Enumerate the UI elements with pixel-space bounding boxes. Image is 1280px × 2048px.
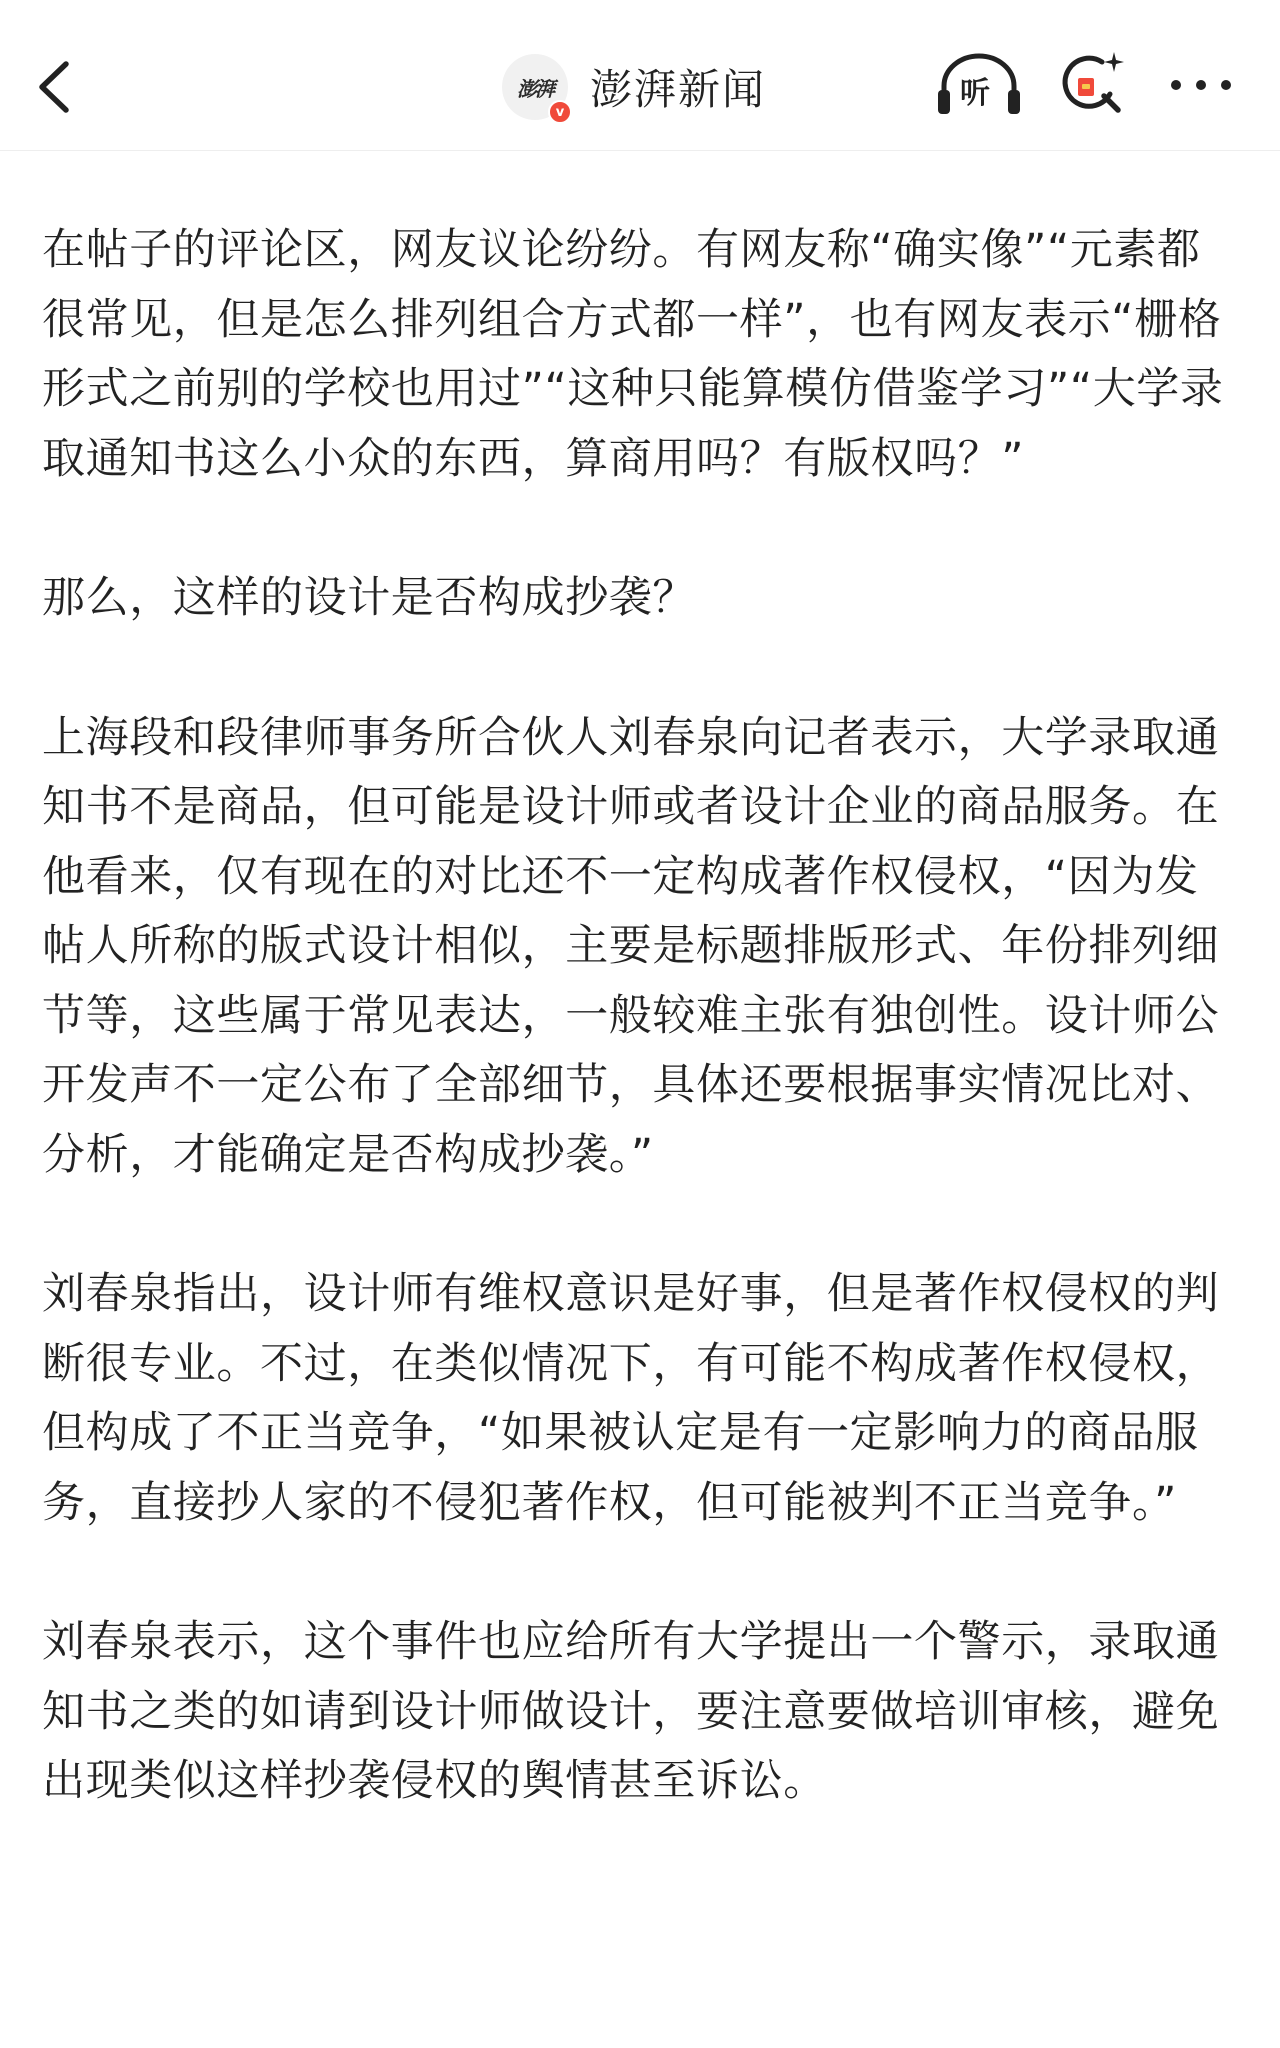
- listen-label: 听: [960, 76, 990, 111]
- publisher-name[interactable]: 澎湃新闻: [590, 65, 767, 114]
- article-body: [42, 216, 1242, 1817]
- back-button[interactable]: [30, 52, 80, 122]
- ai-search-button[interactable]: [1058, 48, 1130, 120]
- article-paragraph: 上海段和段律师事务所合伙人刘春泉向记者表示，大学录取通知书不是商品，但可能是设计师或者设计企业的商品服务。在他看来，仅有现在的对比还不一定构成著作权侵权，“因为发帖人所称的版式设计相似，主要是标题排版形式、年份排列细节等，这些属于常见表达，一般较难主张有独创性。设计师公开发声不一定公布了全部细节，具体还要根据事实情况比对、分析，才能确定是否构成抄袭。”: [42, 712, 1220, 1180]
- more-dots-icon: [1166, 70, 1236, 100]
- article-paragraph: 刘春泉表示，这个事件也应给所有大学提出一个警示，录取通知书之类的如请到设计师做设计，要注意要做培训审核，避免出现类似这样抄袭侵权的舆情甚至诉讼。: [42, 1617, 1220, 1806]
- publisher-avatar[interactable]: [502, 54, 568, 120]
- article-paragraph: 刘春泉指出，设计师有维权意识是好事，但是著作权侵权的判断很专业。不过，在类似情况下，有可能不构成著作权侵权，但构成了不正当竞争，“如果被认定是有一定影响力的商品服务，直接抄人家的不侵犯著作权，但可能被判不正当竞争。”: [42, 1269, 1220, 1528]
- verified-badge: v: [548, 100, 572, 124]
- publisher-brand[interactable]: [502, 52, 766, 122]
- chevron-left-icon: [30, 52, 80, 122]
- publisher-logo-text: 澎湃: [517, 76, 553, 101]
- top-nav-bar: [0, 0, 1280, 151]
- article-paragraph: 那么，这样的设计是否构成抄袭？: [42, 573, 696, 623]
- more-options-button[interactable]: [1166, 70, 1236, 100]
- article-paragraph: 在帖子的评论区，网友议论纷纷。有网友称“确实像”“元素都很常见，但是怎么排列组合方式都一样”，也有网友表示“栅格形式之前别的学校也用过”“这种只能算模仿借鉴学习”“大学录取通知书这么小众的东西，算商用吗？有版权吗？”: [42, 225, 1224, 484]
- ai-search-icon: [1058, 48, 1130, 120]
- listen-button[interactable]: [934, 50, 1024, 120]
